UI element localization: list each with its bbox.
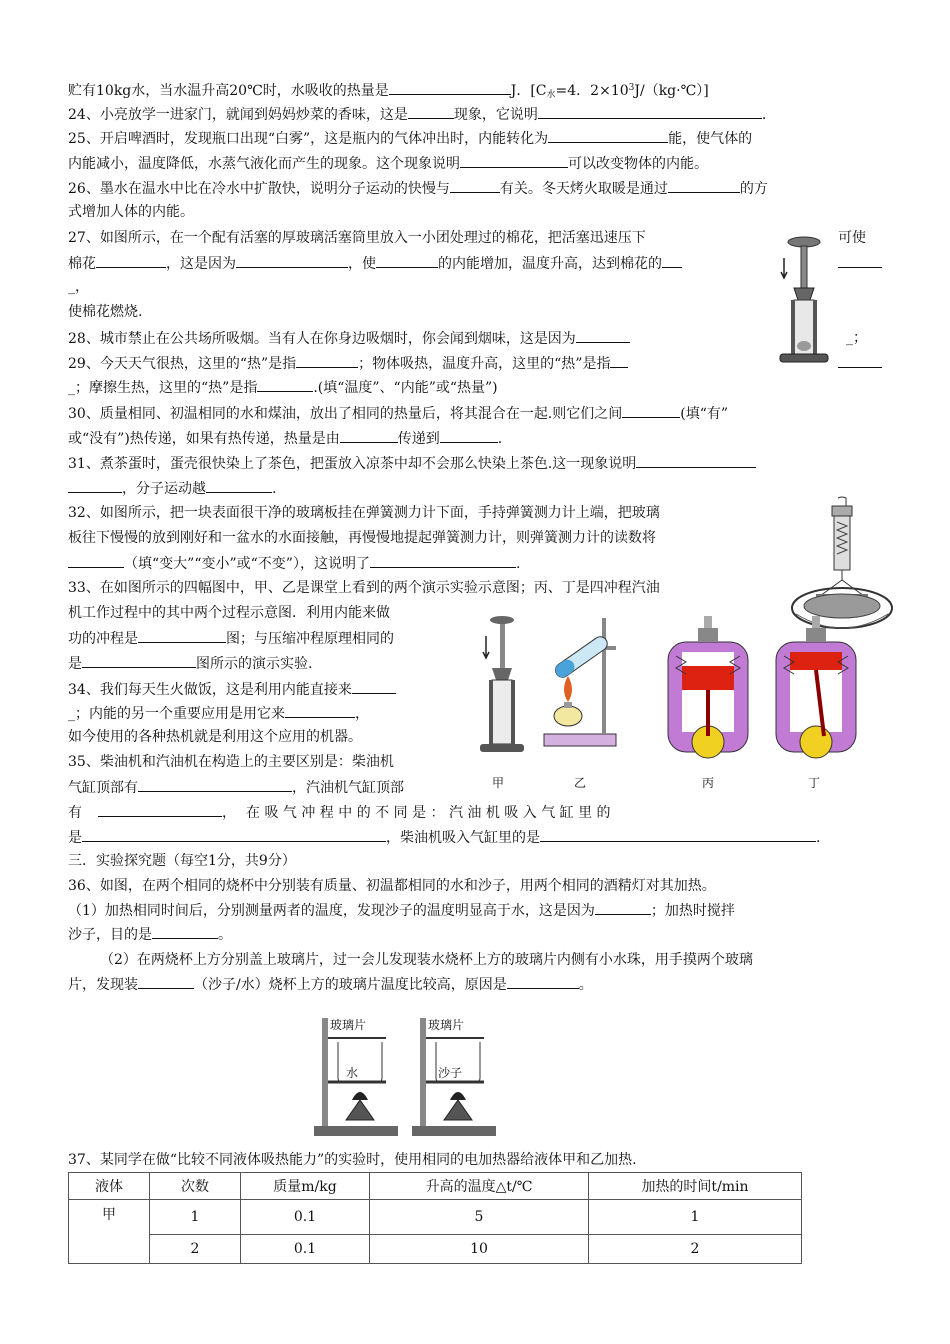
blank[interactable] <box>668 178 740 193</box>
table-cell: 0.1 <box>241 1235 370 1264</box>
table-cell: 1 <box>589 1200 802 1235</box>
table-header: 次数 <box>150 1173 241 1200</box>
table-header: 加热的时间t/min <box>589 1173 802 1200</box>
q28-tail: _； <box>846 330 867 346</box>
question-29-line2 <box>68 377 498 398</box>
q36-text: 片，发现装 <box>68 977 138 993</box>
q26-text: 的方 <box>739 181 768 197</box>
question-33-line4 <box>68 653 312 674</box>
table-cell: 0.1 <box>241 1200 370 1235</box>
q36-text: 。 <box>218 927 232 943</box>
blank[interactable] <box>595 900 651 915</box>
label-glass-1: 玻璃片 <box>330 1018 367 1032</box>
blank[interactable] <box>138 974 194 989</box>
question-27-line2 <box>68 253 682 274</box>
blank[interactable] <box>138 777 292 792</box>
q23-text: =4．2×10 <box>555 83 629 99</box>
question-25-line1 <box>68 128 752 149</box>
four-diagrams-figure <box>468 606 868 802</box>
table-header: 液体 <box>69 1173 150 1200</box>
q30-text: 30、质量相同、初温相同的水和煤油，放出了相同的热量后，将其混合在一起.则它们之间 <box>68 406 623 422</box>
label-ding: 丁 <box>808 776 821 790</box>
q35-text: 气缸顶部有 <box>68 780 138 796</box>
q27-text: ，使 <box>348 256 376 272</box>
table-row <box>69 1200 802 1235</box>
question-27-line4: 使棉花燃烧. <box>68 304 143 320</box>
q24-text: 现象，它说明 <box>453 107 538 123</box>
q23-text: J．[C <box>510 83 547 99</box>
table-row <box>69 1235 802 1264</box>
question-30-line1 <box>68 403 728 424</box>
q35-text: ，柴油机吸入气缸里的是 <box>386 830 540 846</box>
blank[interactable] <box>152 924 218 939</box>
q23-tail <box>68 78 709 105</box>
q25-text: 内能减小，温度降低，水蒸气液化而产生的现象。这个现象说明 <box>68 156 460 172</box>
question-31-line1 <box>68 453 756 474</box>
blank[interactable] <box>389 80 511 95</box>
q23-text: J/（kg·℃）] <box>634 83 709 99</box>
blank-right[interactable] <box>838 253 882 274</box>
q35-text: 在 吸 气 冲 程 中 的 不 同 是 ： 汽 油 机 吸 入 气 缸 里 的 <box>246 805 611 821</box>
blank[interactable] <box>68 478 122 493</box>
question-33-line1: 33、在如图所示的四幅图中，甲、乙是课堂上看到的两个演示实验示意图；丙、丁是四冲程汽油 <box>68 580 660 596</box>
q35-text: 是 <box>68 830 82 846</box>
q31-text: . <box>272 481 277 497</box>
q27-text-right: 可使 <box>838 230 866 246</box>
blank[interactable] <box>610 353 628 368</box>
q27-text: 的内能增加，温度升高，达到棉花的 <box>438 256 662 272</box>
beakers-figure <box>308 1012 504 1142</box>
q28-text: 28、城市禁止在公共场所吸烟。当有人在你身边吸烟时，你会闻到烟味，这是因为 <box>68 331 576 347</box>
q31-text: 31、煮茶蛋时，蛋壳很快染上了茶色，把蛋放入凉茶中却不会那么快染上茶色.这一现象说明 <box>68 456 637 472</box>
question-28 <box>68 328 630 349</box>
q35-text: . <box>816 830 821 846</box>
q29-text: ；物体吸热，温度升高，这里的“热”是指 <box>358 356 611 372</box>
q24-text: 24、小亮放学一进家门，就闻到妈妈炒菜的香味，这是 <box>68 107 408 123</box>
q33-text: 是 <box>68 656 82 672</box>
q24-text: ． <box>761 107 776 123</box>
q25-text: 能，使气体的 <box>668 131 753 147</box>
blank[interactable] <box>257 377 313 392</box>
question-27-line3: _， <box>68 279 89 295</box>
q32-text: . <box>515 556 521 572</box>
blank[interactable] <box>370 553 516 568</box>
question-33-line3 <box>68 628 394 649</box>
q26-text: 26、墨水在温水中比在冷水中扩散快，说明分子运动的快慢与 <box>68 181 450 197</box>
table-header: 质量m/kg <box>241 1173 370 1200</box>
q33-text: 图所示的演示实验. <box>196 656 313 672</box>
blank[interactable] <box>285 703 355 718</box>
question-24 <box>68 104 776 125</box>
label-glass-2: 玻璃片 <box>428 1018 465 1032</box>
label-jia: 甲 <box>492 776 505 790</box>
question-31-line2 <box>68 478 276 499</box>
question-35-line3 <box>68 802 611 823</box>
blank[interactable] <box>82 653 196 668</box>
blank[interactable] <box>460 153 568 168</box>
q30-text: . <box>497 431 503 447</box>
blank[interactable] <box>450 178 500 193</box>
blank[interactable] <box>548 128 668 143</box>
table-cell: 10 <box>370 1235 589 1264</box>
blank[interactable] <box>206 478 272 493</box>
q34-text: ， <box>355 706 369 722</box>
blank[interactable] <box>340 428 398 443</box>
question-30-line2 <box>68 428 502 449</box>
label-sand: 沙子 <box>438 1066 463 1080</box>
label-bing: 丙 <box>702 776 715 790</box>
q30-text: 传递到 <box>397 431 440 447</box>
blank[interactable] <box>68 553 124 568</box>
blank[interactable] <box>507 974 579 989</box>
blank[interactable] <box>82 827 386 842</box>
q27-text: 27、如图所示，在一个配有活塞的厚玻璃活塞筒里放入一小团处理过的棉花，把活塞迅速压下 <box>68 230 646 246</box>
label-water: 水 <box>346 1066 359 1080</box>
table-header: 升高的温度△t/℃ <box>370 1173 589 1200</box>
table-cell: 2 <box>150 1235 241 1264</box>
q23-text: 贮有10kg水，当水温升高20℃时，水吸收的热量是 <box>68 83 389 99</box>
question-29-line1 <box>68 353 628 374</box>
blank[interactable] <box>138 628 226 643</box>
question-34-line3: 如今使用的各种热机就是利用这个应用的机器。 <box>68 729 362 745</box>
blank[interactable] <box>236 253 348 268</box>
blank[interactable] <box>622 403 680 418</box>
q30-text: (填“有” <box>680 406 729 422</box>
question-35-line1: 35、柴油机和汽油机在构造上的主要区别是：柴油机 <box>68 754 394 770</box>
blank[interactable] <box>376 253 438 268</box>
blank[interactable] <box>538 104 762 119</box>
q29-text: .(填“温度”、“内能”或“热量”) <box>313 380 498 396</box>
q35-text: ，汽油机气缸顶部 <box>292 780 404 796</box>
question-34-line2 <box>68 703 369 724</box>
q33-text: 图；与压缩冲程原理相同的 <box>226 631 394 647</box>
blank[interactable] <box>662 253 682 268</box>
q26-text: 有关。冬天烤火取暖是通过 <box>499 181 668 197</box>
question-36-line3 <box>68 924 232 945</box>
blank[interactable] <box>98 802 222 817</box>
q36-text: （1）加热相同时间后，分别测量两者的温度，发现沙子的温度明显高于水，这是因为 <box>68 903 595 919</box>
q35-text: ， <box>222 805 236 821</box>
q36-text: 沙子，目的是 <box>68 927 152 943</box>
question-25-line2 <box>68 153 708 174</box>
question-36-line1: 36、如图，在两个相同的烧杯中分别装有质量、初温都相同的水和沙子，用两个相同的酒精灯对其加热。 <box>68 878 716 894</box>
blank[interactable] <box>96 253 166 268</box>
question-32-line2: 板往下慢慢的放到刚好和一盆水的水面接触，再慢慢地提起弹簧测力计，则弹簧测力计的读数将 <box>68 530 656 546</box>
q23-sub: 水 <box>546 90 556 100</box>
q27-text: 棉花 <box>68 256 96 272</box>
question-26-line2: 式增加人体的内能。 <box>68 204 194 220</box>
question-36-line2 <box>68 900 735 921</box>
q34-text: 34、我们每天生火做饭，这是利用内能直接来 <box>68 682 352 698</box>
q37-table <box>68 1172 802 1264</box>
q33-text: 功的冲程是 <box>68 631 138 647</box>
q27-text: ，这是因为 <box>166 256 236 272</box>
table-header-row <box>69 1173 802 1200</box>
blank[interactable] <box>540 827 816 842</box>
question-26-line1 <box>68 178 768 199</box>
section-3-heading: 三．实验探究题（每空1分，共9分） <box>68 853 296 869</box>
question-36-line5 <box>68 974 593 995</box>
blank[interactable] <box>576 328 630 343</box>
blank[interactable] <box>352 679 396 694</box>
q25-text: 25、开启啤酒时，发现瓶口出现“白雾”，这是瓶内的气体冲出时，内能转化为 <box>68 131 549 147</box>
q34-text: _；内能的另一个重要应用是用它来 <box>68 706 285 722</box>
question-27-line1 <box>68 228 646 248</box>
table-cell-liquid: 甲 <box>69 1200 150 1264</box>
question-35-line4 <box>68 827 820 848</box>
question-36-line4: （2）在两烧杯上方分别盖上玻璃片，过一会儿发现装水烧杯上方的玻璃片内侧有小水珠，用手摸两个玻璃 <box>100 952 753 968</box>
blank-right[interactable] <box>838 353 882 374</box>
question-34-line1 <box>68 679 396 700</box>
table-cell: 2 <box>589 1235 802 1264</box>
blank[interactable] <box>636 453 756 468</box>
table-cell: 1 <box>150 1200 241 1235</box>
q36-text: 。 <box>578 977 593 993</box>
q31-text: ，分子运动越 <box>122 481 206 497</box>
question-32-line1: 32、如图所示，把一块表面很干净的玻璃板挂在弹簧测力计下面，手持弹簧测力计上端，把玻璃 <box>68 505 660 521</box>
q36-text: （沙子/水）烧杯上方的玻璃片温度比较高，原因是 <box>194 977 507 993</box>
blank[interactable] <box>440 428 498 443</box>
q32-text: （填“变大”“变小”或“不变”），这说明了 <box>124 556 370 572</box>
q29-text: 29、今天天气很热，这里的“热”是指 <box>68 356 297 372</box>
q35-text: 有 <box>68 805 82 821</box>
q30-text: 或“没有”)热传递，如果有热传递，热量是由 <box>68 431 340 447</box>
blank[interactable] <box>408 104 454 119</box>
question-33-line2: 机工作过程中的其中两个过程示意图．利用内能来做 <box>68 605 390 621</box>
question-32-line3 <box>68 553 520 574</box>
question-37-intro: 37、某同学在做“比较不同液体吸热能力”的实验时，使用相同的电加热器给液体甲和乙加热. <box>68 1152 637 1168</box>
q25-text: 可以改变物体的内能。 <box>568 156 708 172</box>
q36-text: ；加热时搅拌 <box>650 903 735 919</box>
blank[interactable] <box>296 353 358 368</box>
q29-text: _；摩擦生热，这里的“热”是指 <box>68 380 258 396</box>
label-yi: 乙 <box>574 776 587 790</box>
fire-syringe-figure <box>772 232 836 372</box>
question-35-line2 <box>68 777 404 798</box>
table-cell: 5 <box>370 1200 589 1235</box>
q23-sup: 3 <box>628 83 635 93</box>
